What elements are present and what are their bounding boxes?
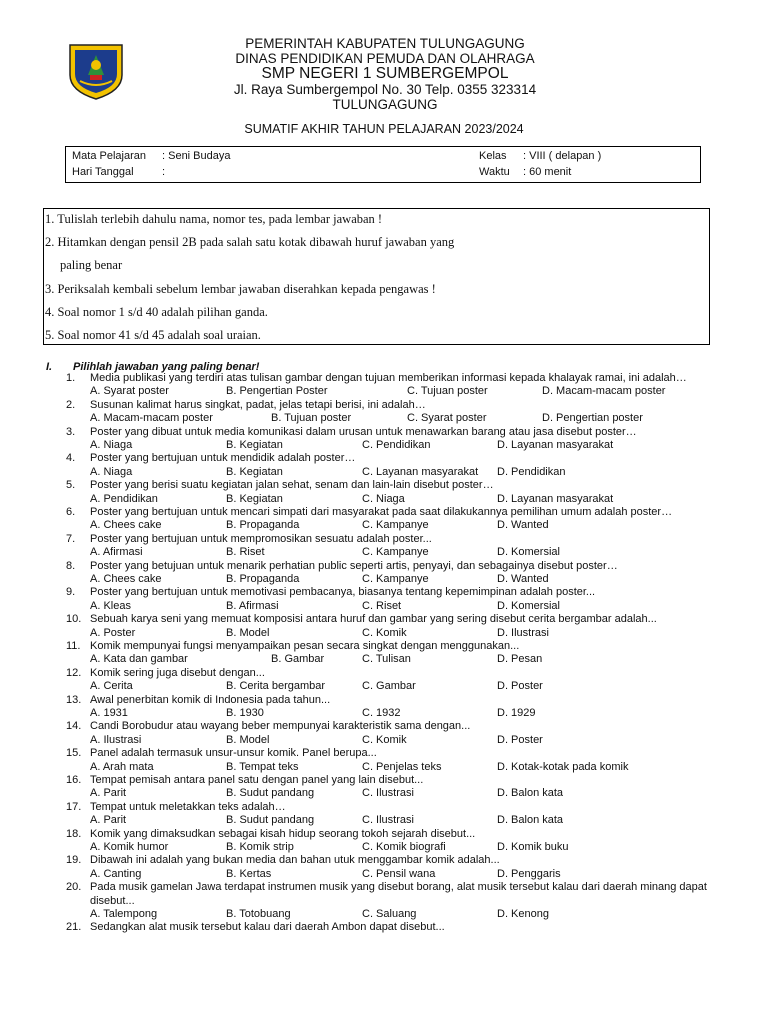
section-title: Pilihlah jawaban yang paling benar! [73,361,260,373]
option-b: B. Propaganda [226,519,300,532]
school-address: Jl. Raya Sumbergempol No. 30 Telp. 0355 323314 [233,82,537,97]
question-text: Komik yang dimaksudkan sebagai kisah hidup seorang tokoh sejarah disebut... [90,827,476,840]
option-b: B. 1930 [226,706,264,719]
question-number: 20. [66,881,82,894]
question-text: Dibawah ini adalah yang bukan media dan bahan utuk menggambar komik adalah... [90,854,500,867]
option-c: C. Kampanye [362,572,429,585]
school-city: TULUNGAGUNG [332,97,438,112]
instruction-5: 5. Soal nomor 41 s/d 45 adalah soal uraian. [45,328,261,342]
option-c: C. Penjelas teks [362,760,442,773]
option-c: C. Kampanye [362,519,429,532]
option-a: A. Parit [90,814,127,827]
question-number: 10. [66,613,82,626]
question-item [0,533,768,560]
question-text: Sedangkan alat musik tersebut kalau dari daerah Ambon dapat disebut... [90,921,445,934]
question-text: Candi Borobudur atau wayang beber mempunyai karakteristik sama dengan... [90,720,471,733]
subject-value: : Seni Budaya [162,150,231,162]
question-text: Media publikasi yang terdiri atas tulisan gambar dengan tujuan memberikan informasi kepada khalayak ramai, ini adalah… [90,372,687,384]
exam-info-box [65,146,701,183]
question-text: Komik mempunyai fungsi menyampaikan pesan secara singkat dengan menggunakan... [90,639,520,652]
option-c: C. Layanan masyarakat [362,465,479,478]
option-b: B. Afirmasi [226,599,279,612]
question-item [0,452,768,479]
option-a: A. Komik humor [90,840,169,853]
option-c: C. Ilustrasi [362,814,414,827]
question-text: Poster yang betujuan untuk menarik perhatian public seperti artis, penyayi, dan sebagainya disebut poster… [90,559,618,572]
gov-name: PEMERINTAH KABUPATEN TULUNGAGUNG [245,36,525,51]
option-c: C. Gambar [362,680,416,693]
option-c: C. Pendidikan [362,439,431,451]
question-item [0,881,768,921]
question-item [0,774,768,801]
question-number: 3. [66,425,76,438]
option-b: B. Sudut pandang [226,787,315,800]
question-text: Susunan kalimat harus singkat, padat, jelas tetapi berisi, ini adalah… [90,398,426,411]
date-label: Hari Tanggal [72,166,134,178]
option-c: C. Pensil wana [362,867,436,880]
question-item [0,613,768,640]
question-number: 1. [66,372,76,384]
option-c: C. Syarat poster [407,412,487,425]
option-d: D. Balon kata [497,787,564,800]
option-d: D. Macam-macam poster [542,385,666,398]
option-b: B. Kegiatan [226,492,283,505]
class-value: : VIII ( delapan ) [523,150,602,162]
question-item [0,372,768,399]
question-item [0,399,768,426]
option-b: B. Cerita bergambar [226,680,326,693]
option-a: A. Ilustrasi [90,733,142,746]
school-name: SMP NEGERI 1 SUMBERGEMPOL [261,65,509,82]
question-item [0,586,768,613]
option-d: D. Wanted [497,572,549,585]
option-d: D. Pendidikan [497,465,566,478]
question-number: 13. [66,693,82,706]
question-text: Poster yang bertujuan untuk mencari simpati dari masyarakat pada saat dilakukannya pemilihan umum adalah poster… [90,505,673,518]
question-number: 4. [66,452,76,465]
question-number: 19. [66,854,82,867]
option-a: A. Parit [90,787,127,800]
question-text: Komik sering juga disebut dengan... [90,666,265,679]
option-a: A. Syarat poster [90,385,169,398]
option-a: A. Pendidikan [90,492,158,505]
option-a: A. Poster [90,626,136,639]
option-d: D. Poster [497,733,543,746]
subject-label: Mata Pelajaran [72,150,146,162]
option-b: B. Gambar [271,653,325,666]
question-text: Panel adalah termasuk unsur-unsur komik. Panel berupa... [90,747,377,760]
question-number: 17. [66,800,82,813]
question-number: 21. [66,921,82,934]
question-text: Poster yang berisi suatu kegiatan jalan sehat, senam dan lain-lain disebut poster… [90,479,494,492]
section-number: I. [46,361,53,373]
option-a: A. Kleas [90,599,131,612]
option-d: D. Kotak-kotak pada komik [497,760,629,773]
question-item [0,560,768,587]
question-item [0,506,768,533]
option-b: B. Totobuang [226,907,291,920]
question-number: 8. [66,559,76,572]
option-a: A. Chees cake [90,519,162,532]
option-b: B. Propaganda [226,572,300,585]
option-d: D. Balon kata [497,814,564,827]
option-b: B. Riset [226,546,265,559]
class-label: Kelas [479,150,507,162]
option-d: D. Layanan masyarakat [497,492,614,505]
instructions-box [43,208,710,345]
option-a: A. Niaga [90,465,133,478]
instruction-1: 1. Tulislah terlebih dahulu nama, nomor tes, pada lembar jawaban ! [45,212,383,226]
option-a: A. Cerita [90,680,133,693]
option-a: A. 1931 [90,706,128,719]
option-d: D. Pesan [497,653,543,666]
question-text: Poster yang bertujuan untuk memotivasi pembacanya, biasanya tentang kepemimpinan adalah poster... [90,586,596,599]
question-number: 9. [66,586,76,599]
question-item [0,426,768,453]
question-text: Poster yang bertujuan untuk mendidik adalah poster… [90,452,356,465]
option-c: C. Komik [362,626,407,639]
option-d: D. Komersial [497,546,560,559]
option-a: A. Arah mata [90,760,154,773]
question-text: Tempat untuk meletakkan teks adalah… [90,800,286,813]
question-item [0,479,768,506]
option-d: D. Poster [497,680,543,693]
option-d: D. Komersial [497,599,560,612]
option-c: C. Niaga [362,492,405,505]
option-b: B. Kegiatan [226,465,283,478]
question-item [0,828,768,855]
question-text: Pada musik gamelan Jawa terdapat instrumen musik yang disebut borang, alat musik tersebut kalau dari daerah minang dapat disebut... [90,881,707,907]
instruction-2: 2. Hitamkan dengan pensil 2B pada salah satu kotak dibawah huruf jawaban yang [45,235,455,249]
option-b: B. Tujuan poster [271,412,352,425]
instruction-2-cont: paling benar [60,258,123,272]
option-c: C. Kampanye [362,546,429,559]
question-text: Sebuah karya seni yang memuat komposisi antara huruf dan gambar yang sering disebut cerita bergambar adalah... [90,613,657,626]
question-item [0,747,768,774]
option-c: C. Ilustrasi [362,787,414,800]
option-b: B. Sudut pandang [226,814,315,827]
question-item [0,854,768,881]
department-name: DINAS PENDIDIKAN PEMUDA DAN OLAHRAGA [235,51,535,66]
instruction-3: 3. Periksalah kembali sebelum lembar jawaban diserahkan kepada pengawas ! [45,282,436,296]
option-a: A. Talempong [90,907,158,920]
option-b: B. Pengertian Poster [226,385,328,398]
date-value: : [162,166,166,178]
time-label: Waktu [479,166,510,178]
option-c: C. Riset [362,599,402,612]
option-a: A. Macam-macam poster [90,412,213,425]
option-d: D. 1929 [497,706,536,719]
option-b: B. Komik strip [226,840,294,853]
option-d: D. Wanted [497,519,549,532]
option-d: D. Penggaris [497,867,561,880]
question-text: Poster yang dibuat untuk media komunikasi dalam urusan untuk menawarkan barang atau jasa disebut poster… [90,425,637,438]
question-text: Awal penerbitan komik di Indonesia pada tahun... [90,693,331,706]
question-item [0,801,768,828]
question-number: 6. [66,505,76,518]
question-text: Poster yang bertujuan untuk mempromosikan sesuatu adalah poster... [90,532,432,545]
regency-crest-icon [64,41,128,101]
option-d: D. Komik buku [497,840,569,853]
option-d: D. Kenong [497,907,549,920]
question-number: 14. [66,720,82,733]
option-b: B. Kegiatan [226,439,283,451]
question-item [0,694,768,721]
instruction-4: 4. Soal nomor 1 s/d 40 adalah pilihan ganda. [45,305,268,319]
question-item [0,667,768,694]
option-c: C. 1932 [362,706,401,719]
question-number: 15. [66,747,82,760]
question-number: 18. [66,827,82,840]
option-a: A. Canting [90,867,142,880]
question-number: 11. [66,639,81,652]
question-number: 5. [66,479,76,492]
question-text: Tempat pemisah antara panel satu dengan panel yang lain disebut... [90,773,424,786]
question-item [0,921,768,934]
question-number: 12. [66,666,82,679]
letterhead [200,36,570,112]
time-value: : 60 menit [523,166,572,178]
question-list [0,372,768,935]
question-number: 2. [66,398,76,411]
option-d: D. Layanan masyarakat [497,439,614,451]
question-number: 16. [66,773,82,786]
option-b: B. Model [226,626,270,639]
option-a: A. Kata dan gambar [90,653,188,666]
option-c: C. Tulisan [362,653,411,666]
exam-title: SUMATIF AKHIR TAHUN PELAJARAN 2023/2024 [244,122,524,136]
option-a: A. Afirmasi [90,546,143,559]
option-c: C. Saluang [362,907,417,920]
option-b: B. Tempat teks [226,760,299,773]
option-c: C. Tujuan poster [407,385,488,398]
option-c: C. Komik biografi [362,840,446,853]
option-d: D. Pengertian poster [542,412,643,425]
option-c: C. Komik [362,733,407,746]
option-b: B. Model [226,733,270,746]
option-b: B. Kertas [226,867,272,880]
option-a: A. Chees cake [90,572,162,585]
option-d: D. Ilustrasi [497,626,549,639]
question-item [0,720,768,747]
option-a: A. Niaga [90,439,133,451]
question-number: 7. [66,532,76,545]
question-item [0,640,768,667]
